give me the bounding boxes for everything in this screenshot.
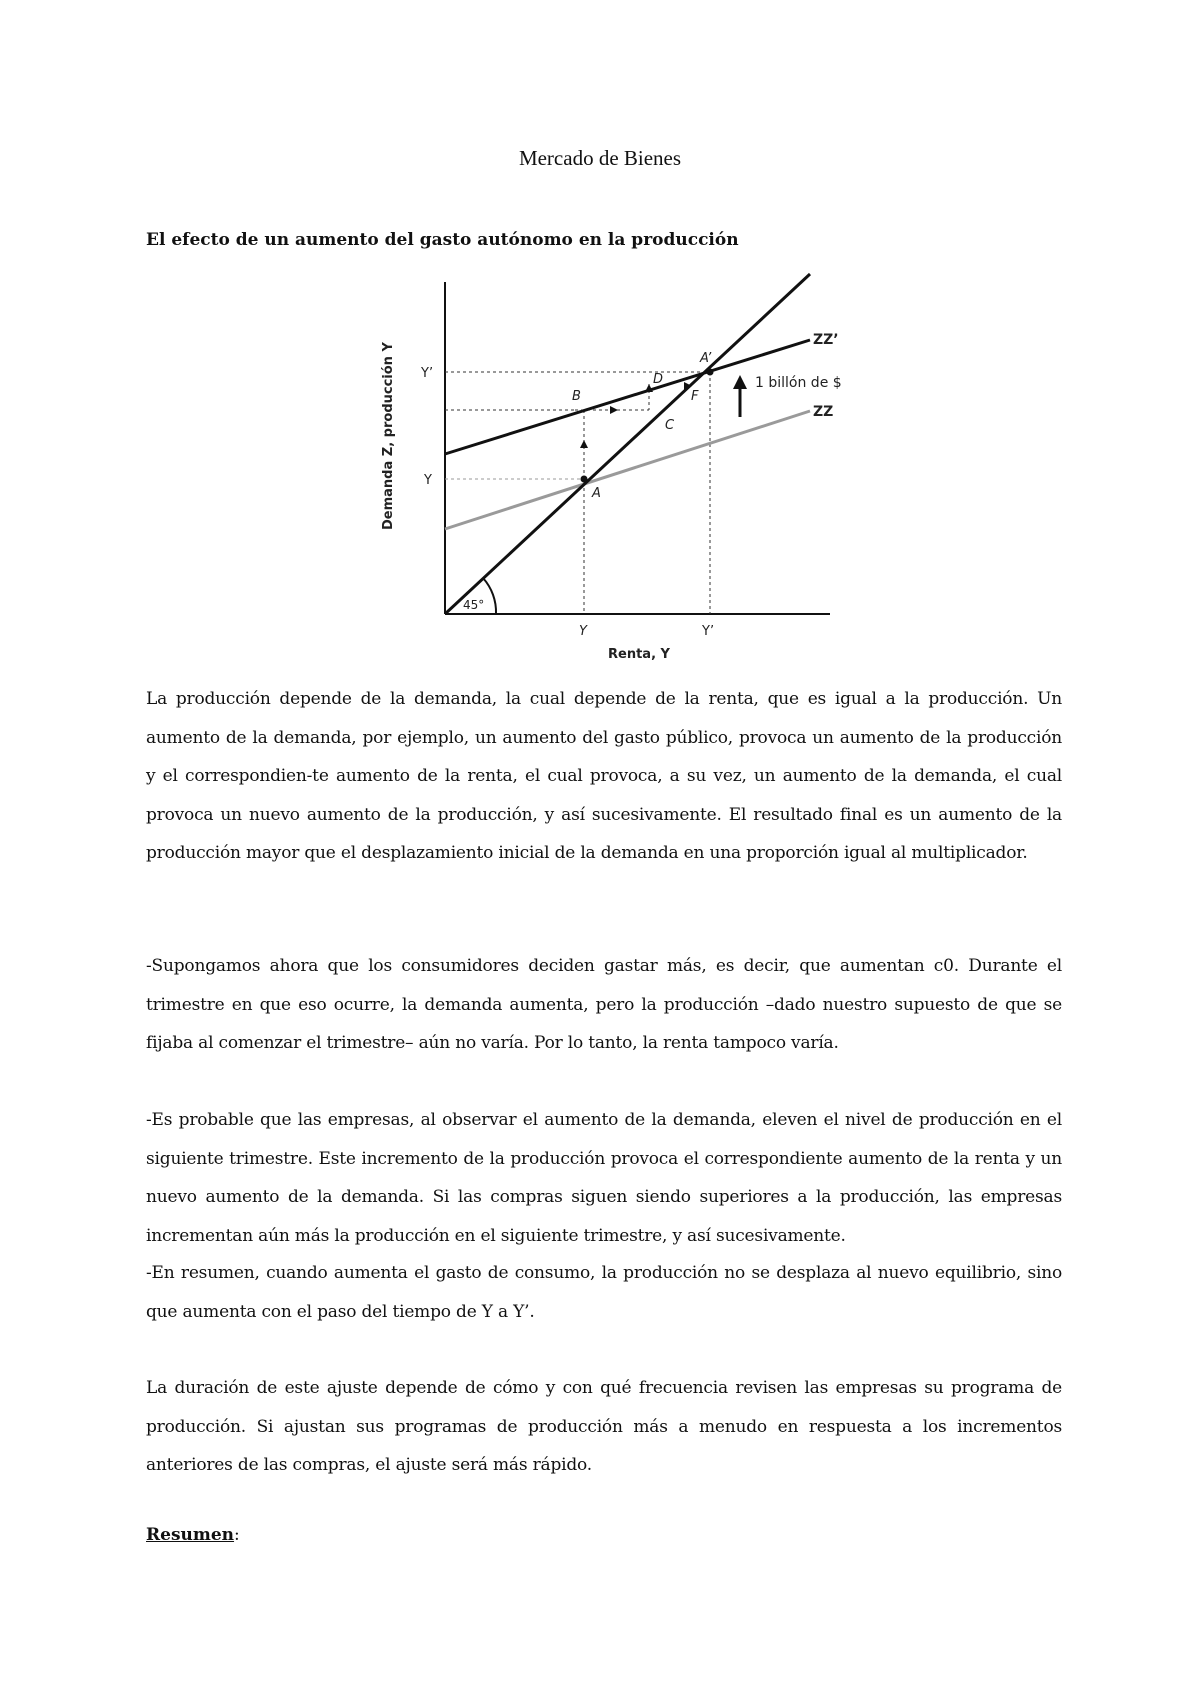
- x-tick-y: Y: [579, 624, 587, 639]
- point-label-b: B: [572, 389, 581, 404]
- point-label-a-prime: A’: [700, 351, 712, 366]
- y-tick-yprime: Y’: [421, 366, 434, 381]
- x-axis-title: Renta, Y: [608, 647, 670, 662]
- y-axis-title: Demanda Z, producción Y: [381, 342, 396, 530]
- paragraph-2: -Supongamos ahora que los consumidores deciden gastar más, es decir, que aumentan c0. Durante el trimestre en que eso ocurre, la demanda aumenta, pero la producción –dado nuestro supuesto de que se fijaba al comenzar el trimestre– aún no varía. Por lo tanto, la renta tampoco varía.: [146, 956, 1062, 1053]
- point-a: [581, 476, 588, 483]
- point-label-f: F: [691, 389, 699, 404]
- section-subtitle: El efecto de un aumento del gasto autónomo en la producción: [146, 230, 739, 250]
- shift-arrow-head: [733, 375, 747, 389]
- point-label-a: A: [592, 486, 601, 501]
- zz-prime-line: [445, 340, 810, 454]
- paragraph-1: La producción depende de la demanda, la cual depende de la renta, que es igual a la producción. Un aumento de la demanda, por ejemplo, un aumento del gasto público, provoca un aumento de la producción y el correspondien-te aumento de la renta, el cual provoca, a su vez, un aumento de la demanda, el cual provoca un nuevo aumento de la producción, y así sucesivamente. El resultado final es un aumento de la producción mayor que el desplazamiento inicial de la demanda en una proporción igual al multiplicador.: [146, 689, 1062, 863]
- x-tick-yprime: Y’: [702, 624, 715, 639]
- arrow-up-a: [580, 440, 588, 448]
- y-tick-y: Y: [424, 473, 432, 488]
- paragraph-4: -En resumen, cuando aumenta el gasto de consumo, la producción no se desplaza al nuevo equilibrio, sino que aumenta con el paso del tiempo de Y a Y’.: [146, 1263, 1062, 1322]
- point-label-c: C: [665, 418, 675, 433]
- forty-five-line: [445, 274, 810, 614]
- point-a-prime: [707, 369, 714, 376]
- point-label-d: D: [653, 372, 664, 387]
- arrow-right-b: [610, 406, 618, 414]
- zz-label: ZZ: [813, 404, 834, 420]
- keynesian-cross-figure: [370, 262, 850, 670]
- page-title: Mercado de Bienes: [518, 146, 682, 170]
- resumen-colon: :: [234, 1525, 240, 1545]
- zz-line: [445, 411, 810, 529]
- resumen-label: Resumen: [146, 1525, 235, 1545]
- paragraph-5: La duración de este ajuste depende de cómo y con qué frecuencia revisen las empresas su programa de producción. Si ajustan sus programas de producción más a menudo en respuesta a los incrementos anteriores de las compras, el ajuste será más rápido.: [146, 1378, 1062, 1475]
- shift-amount-label: 1 billón de $: [755, 375, 842, 391]
- paragraph-3: -Es probable que las empresas, al observar el aumento de la demanda, eleven el nivel de producción en el siguiente trimestre. Este incremento de la producción provoca el correspondiente aumento de la renta y un nuevo aumento de la demanda. Si las compras siguen siendo superiores a la producción, las empresas incrementan aún más la producción en el siguiente trimestre, y así sucesivamente.: [146, 1110, 1062, 1246]
- angle-arc: [483, 578, 496, 614]
- zz-prime-label: ZZ’: [813, 332, 839, 348]
- keynesian-cross-diagram: [370, 262, 850, 670]
- angle-label: 45°: [463, 598, 485, 612]
- resumen-heading: [146, 1525, 240, 1545]
